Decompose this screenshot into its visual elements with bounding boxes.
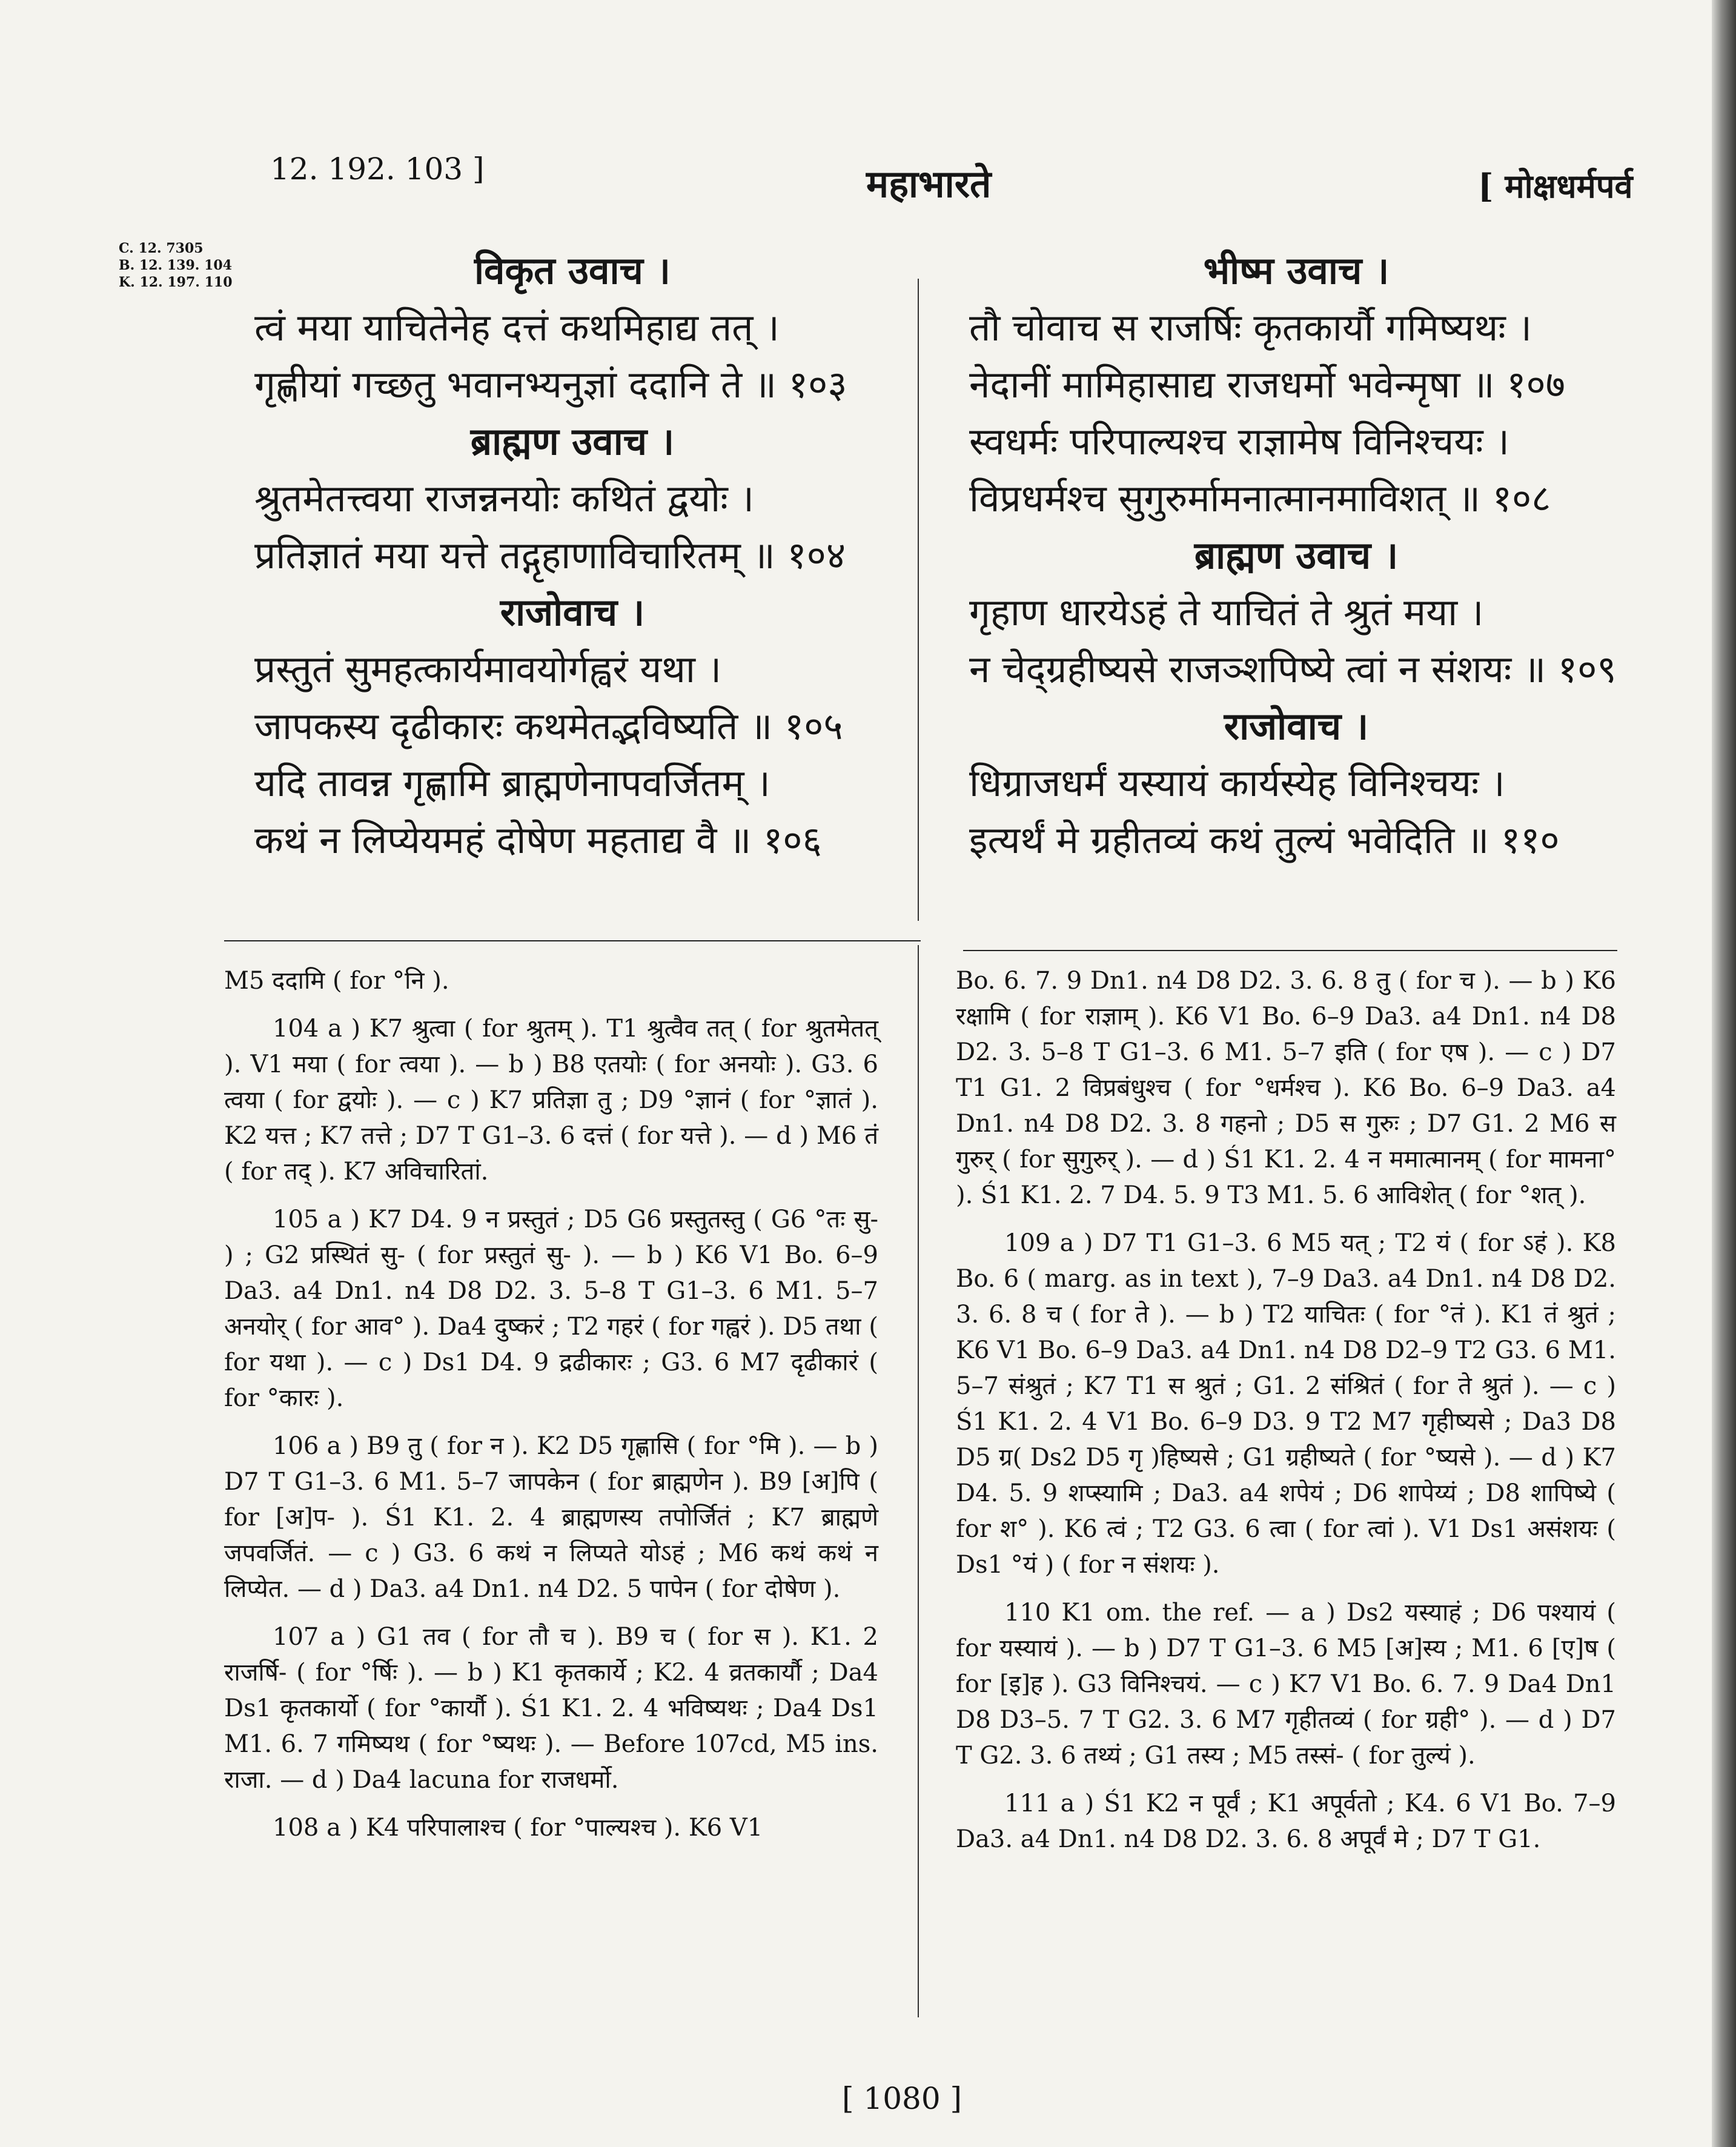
concordance-b: B. 12. 139. 104 bbox=[119, 257, 233, 273]
verse-line: न चेद्ग्रहीष्यसे राजञ्शपिष्ये त्वां न संशयः ॥ १०९ bbox=[969, 647, 1617, 691]
speaker-heading: ब्राह्मण उवाच । bbox=[470, 419, 675, 463]
concordance-block bbox=[119, 240, 233, 291]
critical-note: M5 ददामि ( for °नि ). bbox=[224, 967, 449, 995]
scan-page-edge bbox=[1712, 0, 1736, 2147]
verse-line: त्वं मया याचितेनेह दत्तं कथमिहाद्य तत् । bbox=[254, 305, 780, 350]
critical-note: Bo. 6. 7. 9 Dn1. n4 D8 D2. 3. 6. 8 तु ( for च ). — b ) K6 रक्षामि ( for राज्ञाम् ). K6 V1 Bo. 6–9 Da3. a4 Dn1. n4 D8 D2. 3. 5–8 T G1–3. 6 M1. 5–7 इति ( for एष ). — c ) D7 T1 G1. 2 विप्रबंधुश्च ( for °धर्मश्च ). K6 Bo. 6–9 Da3. a4 Dn1. n4 D8 D2. 3. 8 गहनो ; D5 स गुरुः ; D7 G1. 2 M6 स गुरुर् ( for सुगुरुर् ). — d ) Ś1 K1. 2. 4 न ममात्मानम् ( for मामना° ). Ś1 K1. 2. 7 D4. 5. 9 T3 M1. 5. 6 आविशेत् ( for °शत् ). bbox=[956, 967, 1616, 1209]
concordance-k: K. 12. 197. 110 bbox=[119, 274, 233, 290]
critical-note: 104 a ) K7 श्रुत्वा ( for श्रुतम् ). T1 श्रुत्वैव तत् ( for श्रुतमेतत् ). V1 मया ( for त्वया ). — b ) B8 एतयोः ( for अनयोः ). G3. 6 त्वया ( for द्वयोः ). — c ) K7 प्रतिज्ञा तु ; D9 °ज्ञानं ( for °ज्ञातं ). K2 यत्त ; K7 तत्ते ; D7 T G1–3. 6 दत्तं ( for यत्ते ). — d ) M6 तं ( for तद् ). K7 अविचारितां. bbox=[224, 1015, 878, 1186]
speaker-heading: विकृत उवाच । bbox=[474, 248, 671, 293]
notes-rule-right bbox=[963, 950, 1617, 951]
verse-line: श्रुतमेतत्त्वया राजन्ननयोः कथितं द्वयोः । bbox=[254, 476, 754, 520]
verse-line: विप्रधर्मश्च सुगुरुर्मामनात्मानमाविशत् ॥ १०८ bbox=[969, 476, 1551, 520]
speaker-heading: भीष्म उवाच । bbox=[1203, 248, 1390, 293]
verse-line: धिग्राजधर्मं यस्यायं कार्यस्येह विनिश्चयः । bbox=[969, 761, 1505, 805]
verse-line: यदि तावन्न गृह्णामि ब्राह्मणेनापवर्जितम् । bbox=[254, 761, 770, 805]
notes-column-right bbox=[956, 963, 1616, 1870]
speaker-heading: राजोवाच । bbox=[1224, 704, 1369, 748]
critical-note: 111 a ) Ś1 K2 न पूर्वं ; K1 अपूर्वतो ; K4. 6 V1 Bo. 7–9 Da3. a4 Dn1. n4 D8 D2. 3. 6. 8 अपूर्वं मे ; D7 T G1. bbox=[956, 1790, 1616, 1853]
verse-line: जापकस्य दृढीकारः कथमेतद्भविष्यति ॥ १०५ bbox=[254, 704, 843, 748]
verse-line: तौ चोवाच स राजर्षिः कृतकार्यौ गमिष्यथः । bbox=[969, 305, 1532, 350]
page-title: महाभारते bbox=[866, 162, 992, 206]
verse-line: नेदानीं मामिहासाद्य राजधर्मो भवेन्मृषा ॥ १०७ bbox=[969, 362, 1565, 407]
verse-line: कथं न लिप्येयमहं दोषेण महताद्य वै ॥ १०६ bbox=[254, 818, 822, 862]
critical-note: 110 K1 om. the ref. — a ) Ds2 यस्याहं ; D6 पश्यायं ( for यस्यायं ). — b ) D7 T G1–3. 6 M5 [अ]स्य ; M1. 6 [ए]ष ( for [इ]ह ). G3 विनिश्चयं. — c ) K7 V1 Bo. 6. 7. 9 Da4 Dn1 D8 D3–5. 7 T G2. 3. 6 M7 गृहीतव्यं ( for ग्रही° ). — d ) D7 T G2. 3. 6 तथ्यं ; G1 तस्य ; M5 तस्सं- ( for तुल्यं ). bbox=[956, 1599, 1616, 1770]
critical-note: 107 a ) G1 तव ( for तौ च ). B9 च ( for स ). K1. 2 राजर्षि- ( for °र्षिः ). — b ) K1 कृतकार्ये ; K2. 4 व्रतकार्यौ ; Da4 Ds1 कृतकार्यो ( for °कार्यौ ). Ś1 K1. 2. 4 भविष्यथः ; Da4 Ds1 M1. 6. 7 गमिष्यथ ( for °ष्यथः ). — Before 107cd, M5 ins. राजा. — d ) Da4 lacuna for राजधर्मो. bbox=[224, 1623, 878, 1794]
concordance-c: C. 12. 7305 bbox=[119, 241, 204, 256]
critical-note: 105 a ) K7 D4. 9 न प्रस्तुतं ; D5 G6 प्रस्तुतस्तु ( G6 °तः सु- ) ; G2 प्रस्थितं सु- ( for प्रस्तुतं सु- ). — b ) K6 V1 Bo. 6–9 Da3. a4 Dn1. n4 D8 D2. 3. 5–8 T G1–3. 6 M1. 5–7 अनयोर् ( for आव° ). Da4 दुष्करं ; T2 गहरं ( for गह्वरं ). D5 तथा ( for यथा ). — c ) Ds1 D4. 9 द्रढीकारः ; G3. 6 M7 दृढीकारं ( for °कारः ). bbox=[224, 1206, 878, 1412]
verse-line: स्वधर्मः परिपाल्यश्च राज्ञामेष विनिश्चयः । bbox=[969, 419, 1509, 463]
verse-column-left bbox=[254, 242, 890, 869]
verse-line: प्रतिज्ञातं मया यत्ते तद्गृहाणाविचारितम् ॥ १०४ bbox=[254, 533, 846, 577]
critical-note: 106 a ) B9 तु ( for न ). K2 D5 गृह्णासि ( for °मि ). — b ) D7 T G1–3. 6 M1. 5–7 जापकेन ( for ब्राह्मणेन ). B9 [अ]पि ( for [अ]प- ). Ś1 K1. 2. 4 ब्राह्मणस्य तपोर्जितं ; K7 ब्राह्मणे जपवर्जितं. — c ) G3. 6 कथं न लिप्यते योऽहं ; M6 कथं कथं न लिप्येत. — d ) Da3. a4 Dn1. n4 D2. 5 पापेन ( for दोषेण ). bbox=[224, 1432, 878, 1603]
verse-column-divider bbox=[918, 279, 919, 921]
notes-rule-left bbox=[224, 940, 921, 941]
page-number: [ 1080 ] bbox=[842, 2081, 962, 2116]
running-reference: 12. 192. 103 ] bbox=[270, 151, 485, 187]
verse-line: गृह्णीयां गच्छतु भवानभ्यनुज्ञां ददानि ते ॥ १०३ bbox=[254, 362, 847, 407]
verse-line: इत्यर्थं मे ग्रहीतव्यं कथं तुल्यं भवेदिति ॥ ११० bbox=[969, 818, 1560, 862]
critical-note: 108 a ) K4 परिपालाश्च ( for °पाल्यश्च ). K6 V1 bbox=[273, 1814, 763, 1842]
speaker-heading: ब्राह्मण उवाच । bbox=[1194, 533, 1399, 577]
verse-line: प्रस्तुतं सुमहत्कार्यमावयोर्गह्वरं यथा । bbox=[254, 647, 722, 691]
critical-note: 109 a ) D7 T1 G1–3. 6 M5 यत् ; T2 यं ( for ऽहं ). K8 Bo. 6 ( marg. as in text ), 7–9 Da3. a4 Dn1. n4 D8 D2. 3. 6. 8 च ( for ते ). — b ) T2 याचितः ( for °तं ). K1 तं श्रुतं ; K6 V1 Bo. 6–9 Da3. a4 Dn1. n4 D8 D2–9 T2 G3. 6 M1. 5–7 संश्रुतं ; K7 T1 स श्रुतं ; G1. 2 संश्रितं ( for ते श्रुतं ). — c ) Ś1 K1. 2. 4 V1 Bo. 6–9 D3. 9 T2 M7 गृहीष्यसे ; Da3 D8 D5 ग्र( Ds2 D5 गृ )हिष्यसे ; G1 ग्रहीष्यते ( for °ष्यसे ). — d ) K7 D4. 5. 9 शप्स्यामि ; Da3. a4 शपेयं ; D6 शापेय्यं ; D8 शापिष्ये ( for श° ). K6 त्वं ; T2 G3. 6 त्वा ( for त्वां ). V1 Ds1 असंशयः ( Ds1 °यं ) ( for न संशयः ). bbox=[956, 1229, 1616, 1579]
notes-column-left bbox=[224, 963, 878, 1858]
speaker-heading: राजोवाच । bbox=[500, 590, 645, 634]
verse-line: गृहाण धारयेऽहं ते याचितं ते श्रुतं मया । bbox=[969, 590, 1484, 634]
section-title: [ मोक्षधर्मपर्व bbox=[1478, 167, 1633, 205]
notes-column-divider bbox=[918, 945, 919, 2017]
verse-column-right bbox=[969, 242, 1623, 869]
